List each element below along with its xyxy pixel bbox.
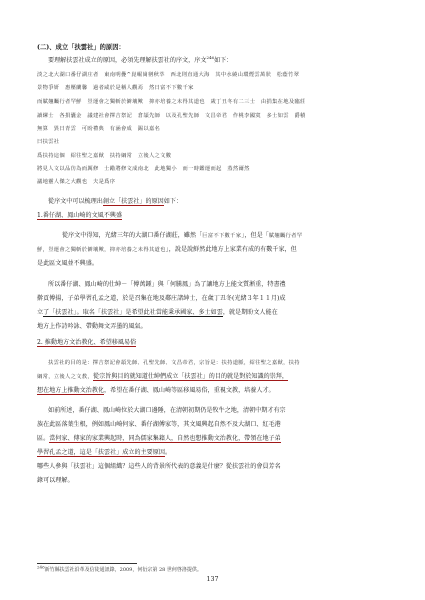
subsection-1-title bbox=[37, 212, 122, 220]
preface-line: 而賦翹矚行者罕鮮 豈運會之獨斬於僻壤歟 抑亦培養之未得其道也 歲丁丑冬有二三士 由捐集在地及臨莊 bbox=[37, 99, 306, 105]
question-line: 錄可以理解。 bbox=[37, 477, 74, 484]
summary-line bbox=[48, 198, 182, 206]
s2-underlined: 當何家、傳家的家業興起時，同為儒家集籍人，自然也想推動文治教化，帶領在地子弟 bbox=[49, 435, 281, 442]
s1-text: 」，說是說鮮然此地方上家業有成的有數千家，但 bbox=[165, 246, 297, 253]
footnote bbox=[37, 566, 202, 574]
subsection-2-title-text: 2. 推動地方文治教化、希望移風易俗 bbox=[37, 339, 137, 346]
s2-text: 。 bbox=[164, 449, 172, 456]
intro-line bbox=[48, 54, 233, 65]
s1-line: 是此區文風並不興盛。 bbox=[37, 260, 98, 267]
intro-text: 要理解扶雲社成立的原因，必須先理解扶雲社的序文，序文 bbox=[48, 57, 207, 64]
s1-text: ，就是期盼文人能在 bbox=[222, 309, 278, 316]
preface-line: 議地靈人傑之大觀也 夫是爲序 bbox=[37, 179, 116, 185]
preface-line: 曰扶雲社 bbox=[37, 139, 60, 145]
s1-line: 擀貢傅揚，子弟學習孔孟之道，於是召集在地及鄰庄諸紳士，在歲丁丑冬(光緒３年１１月)成 bbox=[37, 295, 286, 302]
summary-tail: 如下： bbox=[163, 198, 183, 205]
s2-line: 如前所述，番仔湖、鳳山崎位於大湖口邊陲，在清朝初期仍是牧牛之地，清朝中期才有宗 bbox=[48, 407, 286, 414]
preface-line: 將見人文以品彷為而厲修 士勵將修文成南北 此地獨小 而一時鑑運而起 蒸然爾然 bbox=[37, 166, 250, 172]
subsection-1-title-text: 1.番仔湖、鳳山崎的文風不興盛 bbox=[37, 212, 123, 219]
footnote-ref: 246 bbox=[206, 54, 215, 60]
s1-quote: 鮮，豈運會之獨斬於僻壤歟，抑亦培養之未得其道也 bbox=[37, 247, 166, 253]
s1-line: 地方上作詩吟詠、帶動舞文弄墨的風氣。 bbox=[37, 323, 147, 330]
s1-quote: 巨富不下數千家 bbox=[202, 233, 242, 239]
s2-text: ，希望在番仔湖、鳳山崎等區移風易俗，重視文教，培養人才。 bbox=[104, 387, 275, 394]
s2-line bbox=[37, 435, 281, 443]
s2-text: 綱常，立後人之文教， bbox=[37, 374, 93, 380]
preface-line: 讀縲士 各捐囊金 議建社會擇吉祭記 倉頡先師 以及孔聖先師 文昌帝君 作桃李國寞 多士如雲 爵積 bbox=[37, 113, 306, 119]
summary-underlined: 創立「扶雲社」的原因 bbox=[102, 198, 164, 205]
footnote-number: 246 bbox=[37, 564, 45, 570]
preface-line: 景物爭妍 惠壓蘭馨 過者咸於是稱人觀焉 然日富不下數千家 bbox=[37, 85, 194, 91]
s2-line bbox=[37, 373, 288, 381]
s2-underlined: 從宗旨與目的就知道仕紳們成立「扶雲社」的目的就是對於知識的崇拜， bbox=[92, 373, 288, 380]
summary-lead: 從序文中可以梳理出 bbox=[48, 198, 103, 205]
s1-text: 從序文中得知，光緒三年的大湖口番仔湖莊，雖然「 bbox=[62, 232, 203, 239]
footnote-separator bbox=[37, 563, 137, 564]
s1-text: 」，但是「 bbox=[241, 232, 269, 239]
preface-line: 無算 異日青雲 可盼禮典 有涵會成 錫以嘉名 bbox=[37, 126, 161, 132]
s2-underlined: 想在地方上推動文治教化 bbox=[37, 387, 105, 394]
s1-underlined: 了「扶雲社」。取名「扶雲社」是希望此社當能秉承國家、多士如雲 bbox=[43, 309, 223, 316]
s1-text: 立 bbox=[37, 309, 44, 316]
s1-line bbox=[37, 309, 278, 317]
s1-line bbox=[62, 232, 302, 240]
intro-tail: 如下： bbox=[214, 57, 233, 64]
subsection-2-title bbox=[37, 339, 136, 347]
preface-line: 淡之北大湖口番仔湖庄者 東南明疊^崑崛崗巒秋萃 西北則直通大海 其中水繞山環煙雲萬狀 松蔭竹翠 bbox=[37, 72, 300, 78]
section-heading: (二)、成立「扶雲社」的原因： bbox=[37, 44, 125, 51]
s1-quote: 賦翹矚行者罕 bbox=[268, 233, 303, 239]
s1-line bbox=[37, 246, 297, 254]
s2-underlined: 學習孔孟之道，這是「扶雲社」成立的主要原因 bbox=[37, 449, 165, 456]
s1-line: 所以番仔湖、鳳山崎的仕紳－「傅萬鍾」與「何騰鳳」為了讓地方上能文質淅重，特書禮 bbox=[48, 281, 286, 288]
s2-line: 扶雲社的目的是：擇吉祭記會頡先師、孔聖先師、文昌帝君，宗旨是：扶持道脈，紹往聖之嘉猷，扶持 bbox=[48, 360, 300, 366]
s2-line bbox=[37, 387, 275, 395]
question-line: 哪些人參與「扶雲社」這個組織？這些人的背景所代表的意義是什麼？從扶雲社的會員芳名 bbox=[37, 463, 281, 470]
s2-text: 區。 bbox=[37, 435, 50, 442]
page-number: 137 bbox=[206, 576, 219, 583]
s2-line bbox=[37, 449, 171, 457]
preface-line: 爲扶持這個 紹往聖之嘉猷 扶持綱常 立後人之文數 bbox=[37, 153, 172, 159]
s2-line: 族在此區落葉生根，例如鳳山崎何家、番仔湖傅家等，其文風興起自然不及大湖口、紅毛港 bbox=[37, 421, 281, 428]
footnote-text: 新竹縣扶雲社沿革及信徒通訊錄，2009，何衍宗第 28 世何啓洛提供。 bbox=[44, 567, 202, 573]
